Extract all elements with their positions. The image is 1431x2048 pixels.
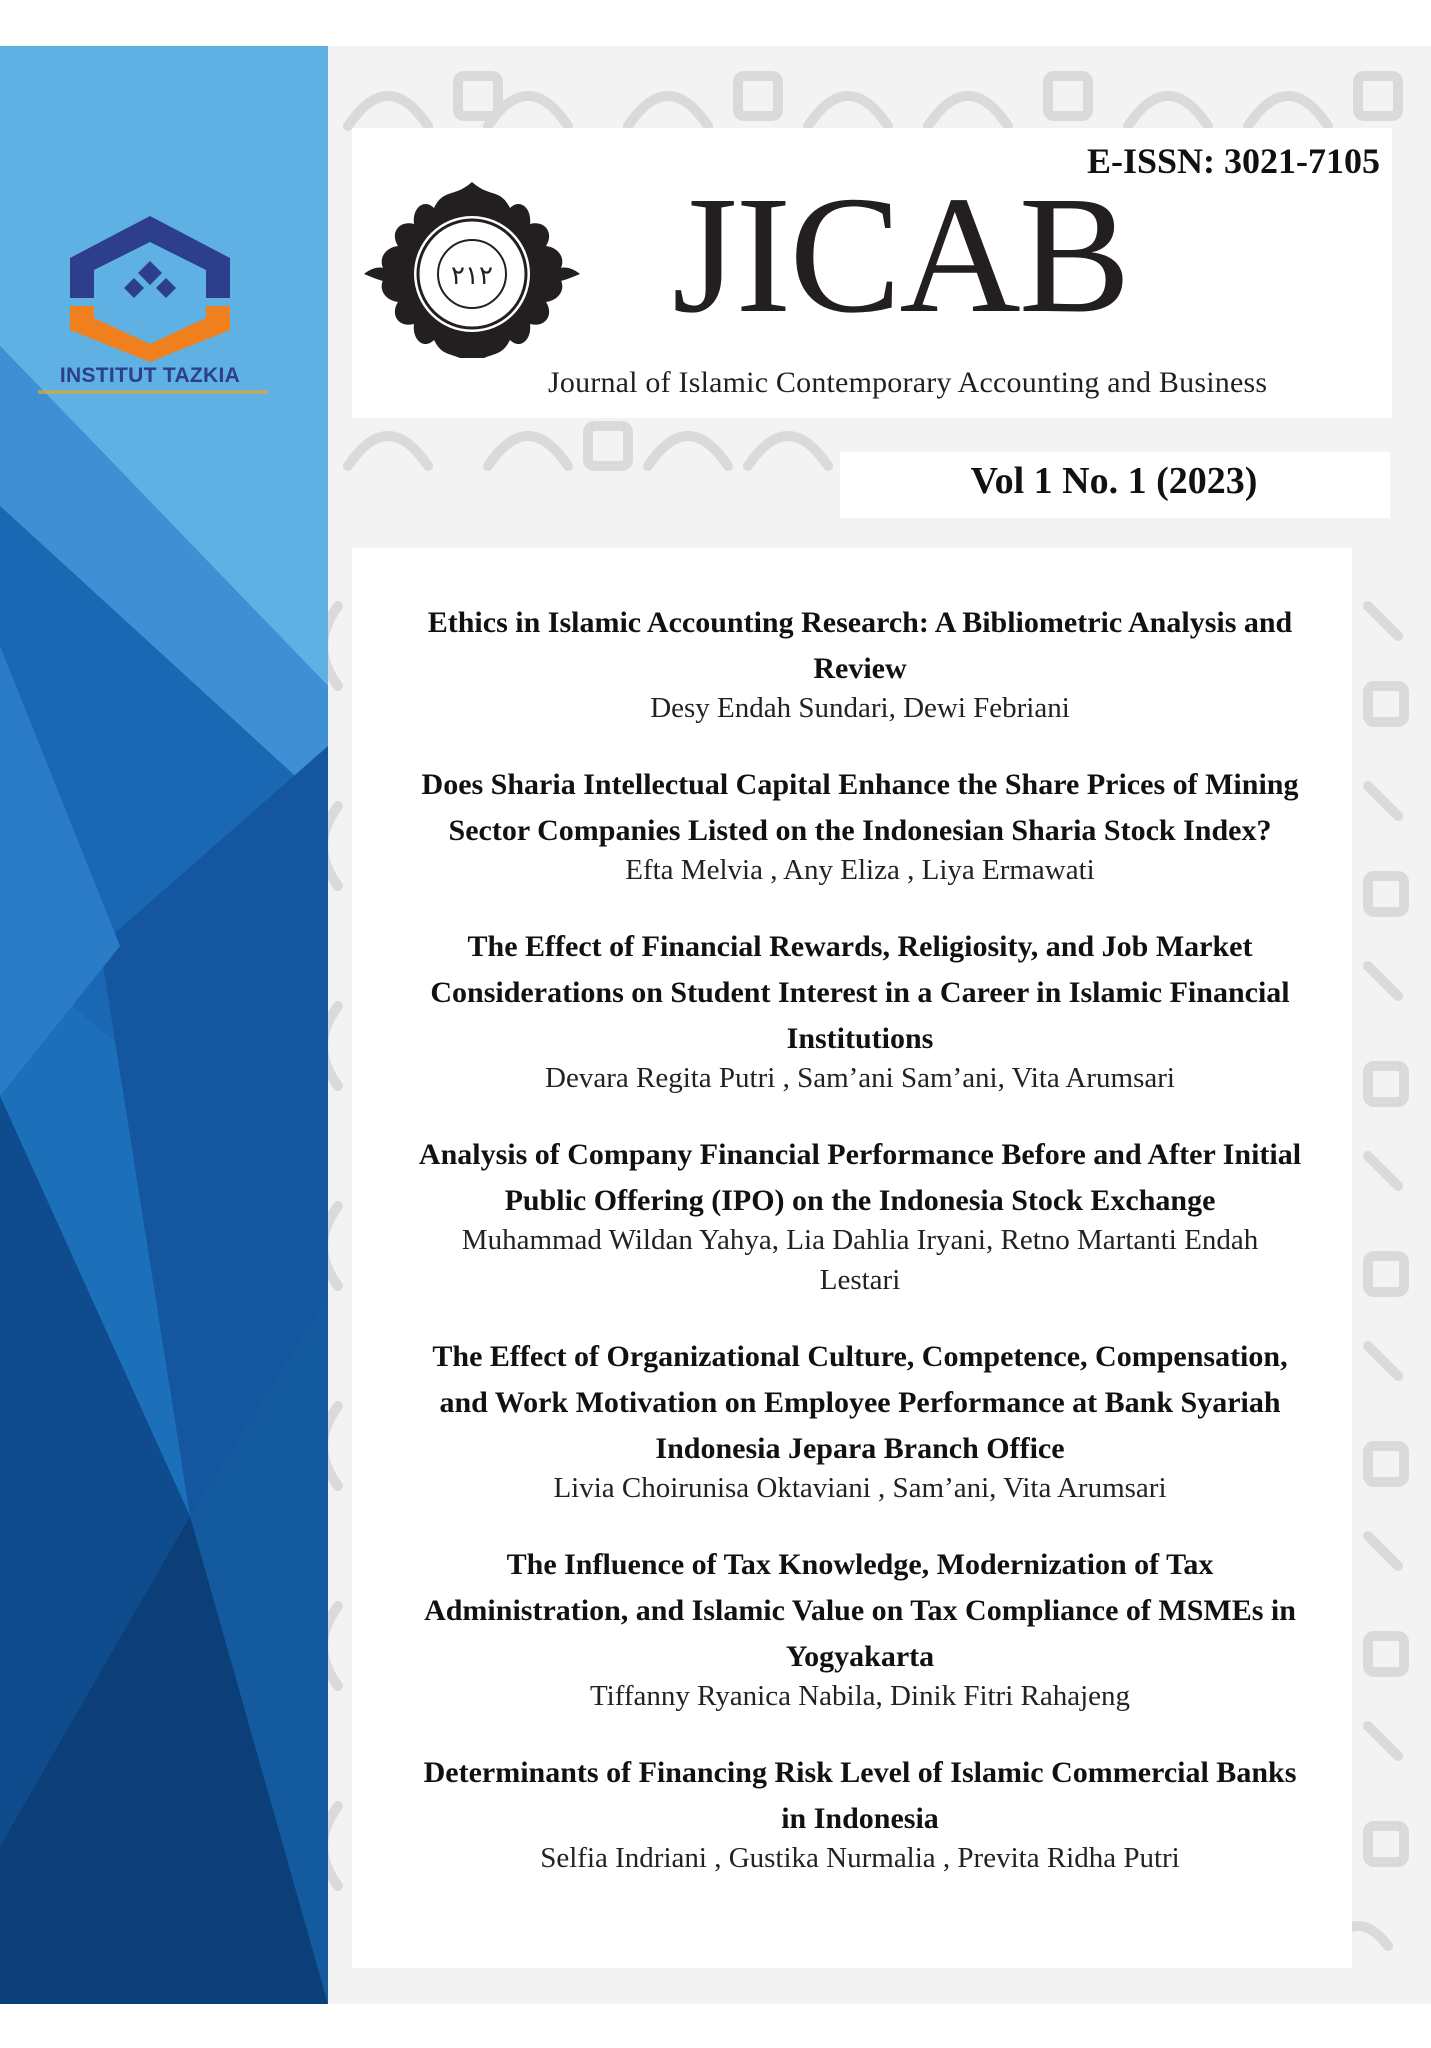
institut-tazkia-logo [30,206,270,396]
article-entry [360,762,1360,890]
article-authors: Muhammad Wildan Yahya, Lia Dahlia Iryani, Retno Martanti Endah Lestari [461,1224,1259,1296]
article-title: Analysis of Company Financial Performance Before and After Initial Public Offering (IPO) on the Indonesia Stock Exchange [418,1138,1302,1217]
article-authors: Devara Regita Putri , Sam’ani Sam’ani, Vita Arumsari [545,1062,1175,1094]
issn-number: E-ISSN: 3021-7105 [1086,141,1380,181]
journal-seal-emblem [354,178,590,358]
publisher-tagline-bar [38,390,268,394]
article-title: Ethics in Islamic Accounting Research: A Bibliometric Analysis and Review [427,606,1293,685]
left-color-panel [0,46,328,2004]
article-entry [360,924,1360,1098]
article-title: The Effect of Financial Rewards, Religiosity, and Job Market Considerations on Student Interest in a Career in Islamic Financial Institutions [430,930,1290,1055]
svg-text:٢١٢: ٢١٢ [451,261,493,291]
article-entry [360,600,1360,728]
article-entry [360,1132,1360,1300]
article-entry [360,1542,1360,1716]
article-entry [360,1750,1360,1878]
ornamental-seal-icon [354,178,590,358]
article-title: Does Sharia Intellectual Capital Enhance the Share Prices of Mining Sector Companies Listed on the Indonesian Sharia Stock Index? [421,768,1299,847]
article-authors: Livia Choirunisa Oktaviani , Sam’ani, Vita Arumsari [553,1472,1167,1504]
article-authors: Selfia Indriani , Gustika Nurmalia , Previta Ridha Putri [540,1842,1180,1874]
article-title: The Effect of Organizational Culture, Competence, Compensation, and Work Motivation on Employee Performance at Bank Syariah Indonesia Jepara Branch Office [432,1340,1288,1465]
tazkia-emblem-icon [30,206,270,366]
journal-acronym: JICAB [672,162,1129,348]
article-authors: Efta Melvia , Any Eliza , Liya Ermawati [625,854,1095,886]
article-title: The Influence of Tax Knowledge, Modernization of Tax Administration, and Islamic Value on Tax Compliance of MSMEs in Yogyakarta [424,1548,1296,1673]
publisher-name: INSTITUT TAZKIA [59,364,241,387]
journal-full-name: Journal of Islamic Contemporary Accounting and Business [548,366,1268,399]
article-entry [360,1334,1360,1508]
article-authors: Tiffanny Ryanica Nabila, Dinik Fitri Rahajeng [589,1680,1131,1712]
volume-issue: Vol 1 No. 1 (2023) [970,460,1258,502]
article-title: Determinants of Financing Risk Level of Islamic Commercial Banks in Indonesia [423,1756,1297,1835]
article-list [360,600,1360,1912]
article-authors: Desy Endah Sundari, Dewi Febriani [650,692,1070,724]
